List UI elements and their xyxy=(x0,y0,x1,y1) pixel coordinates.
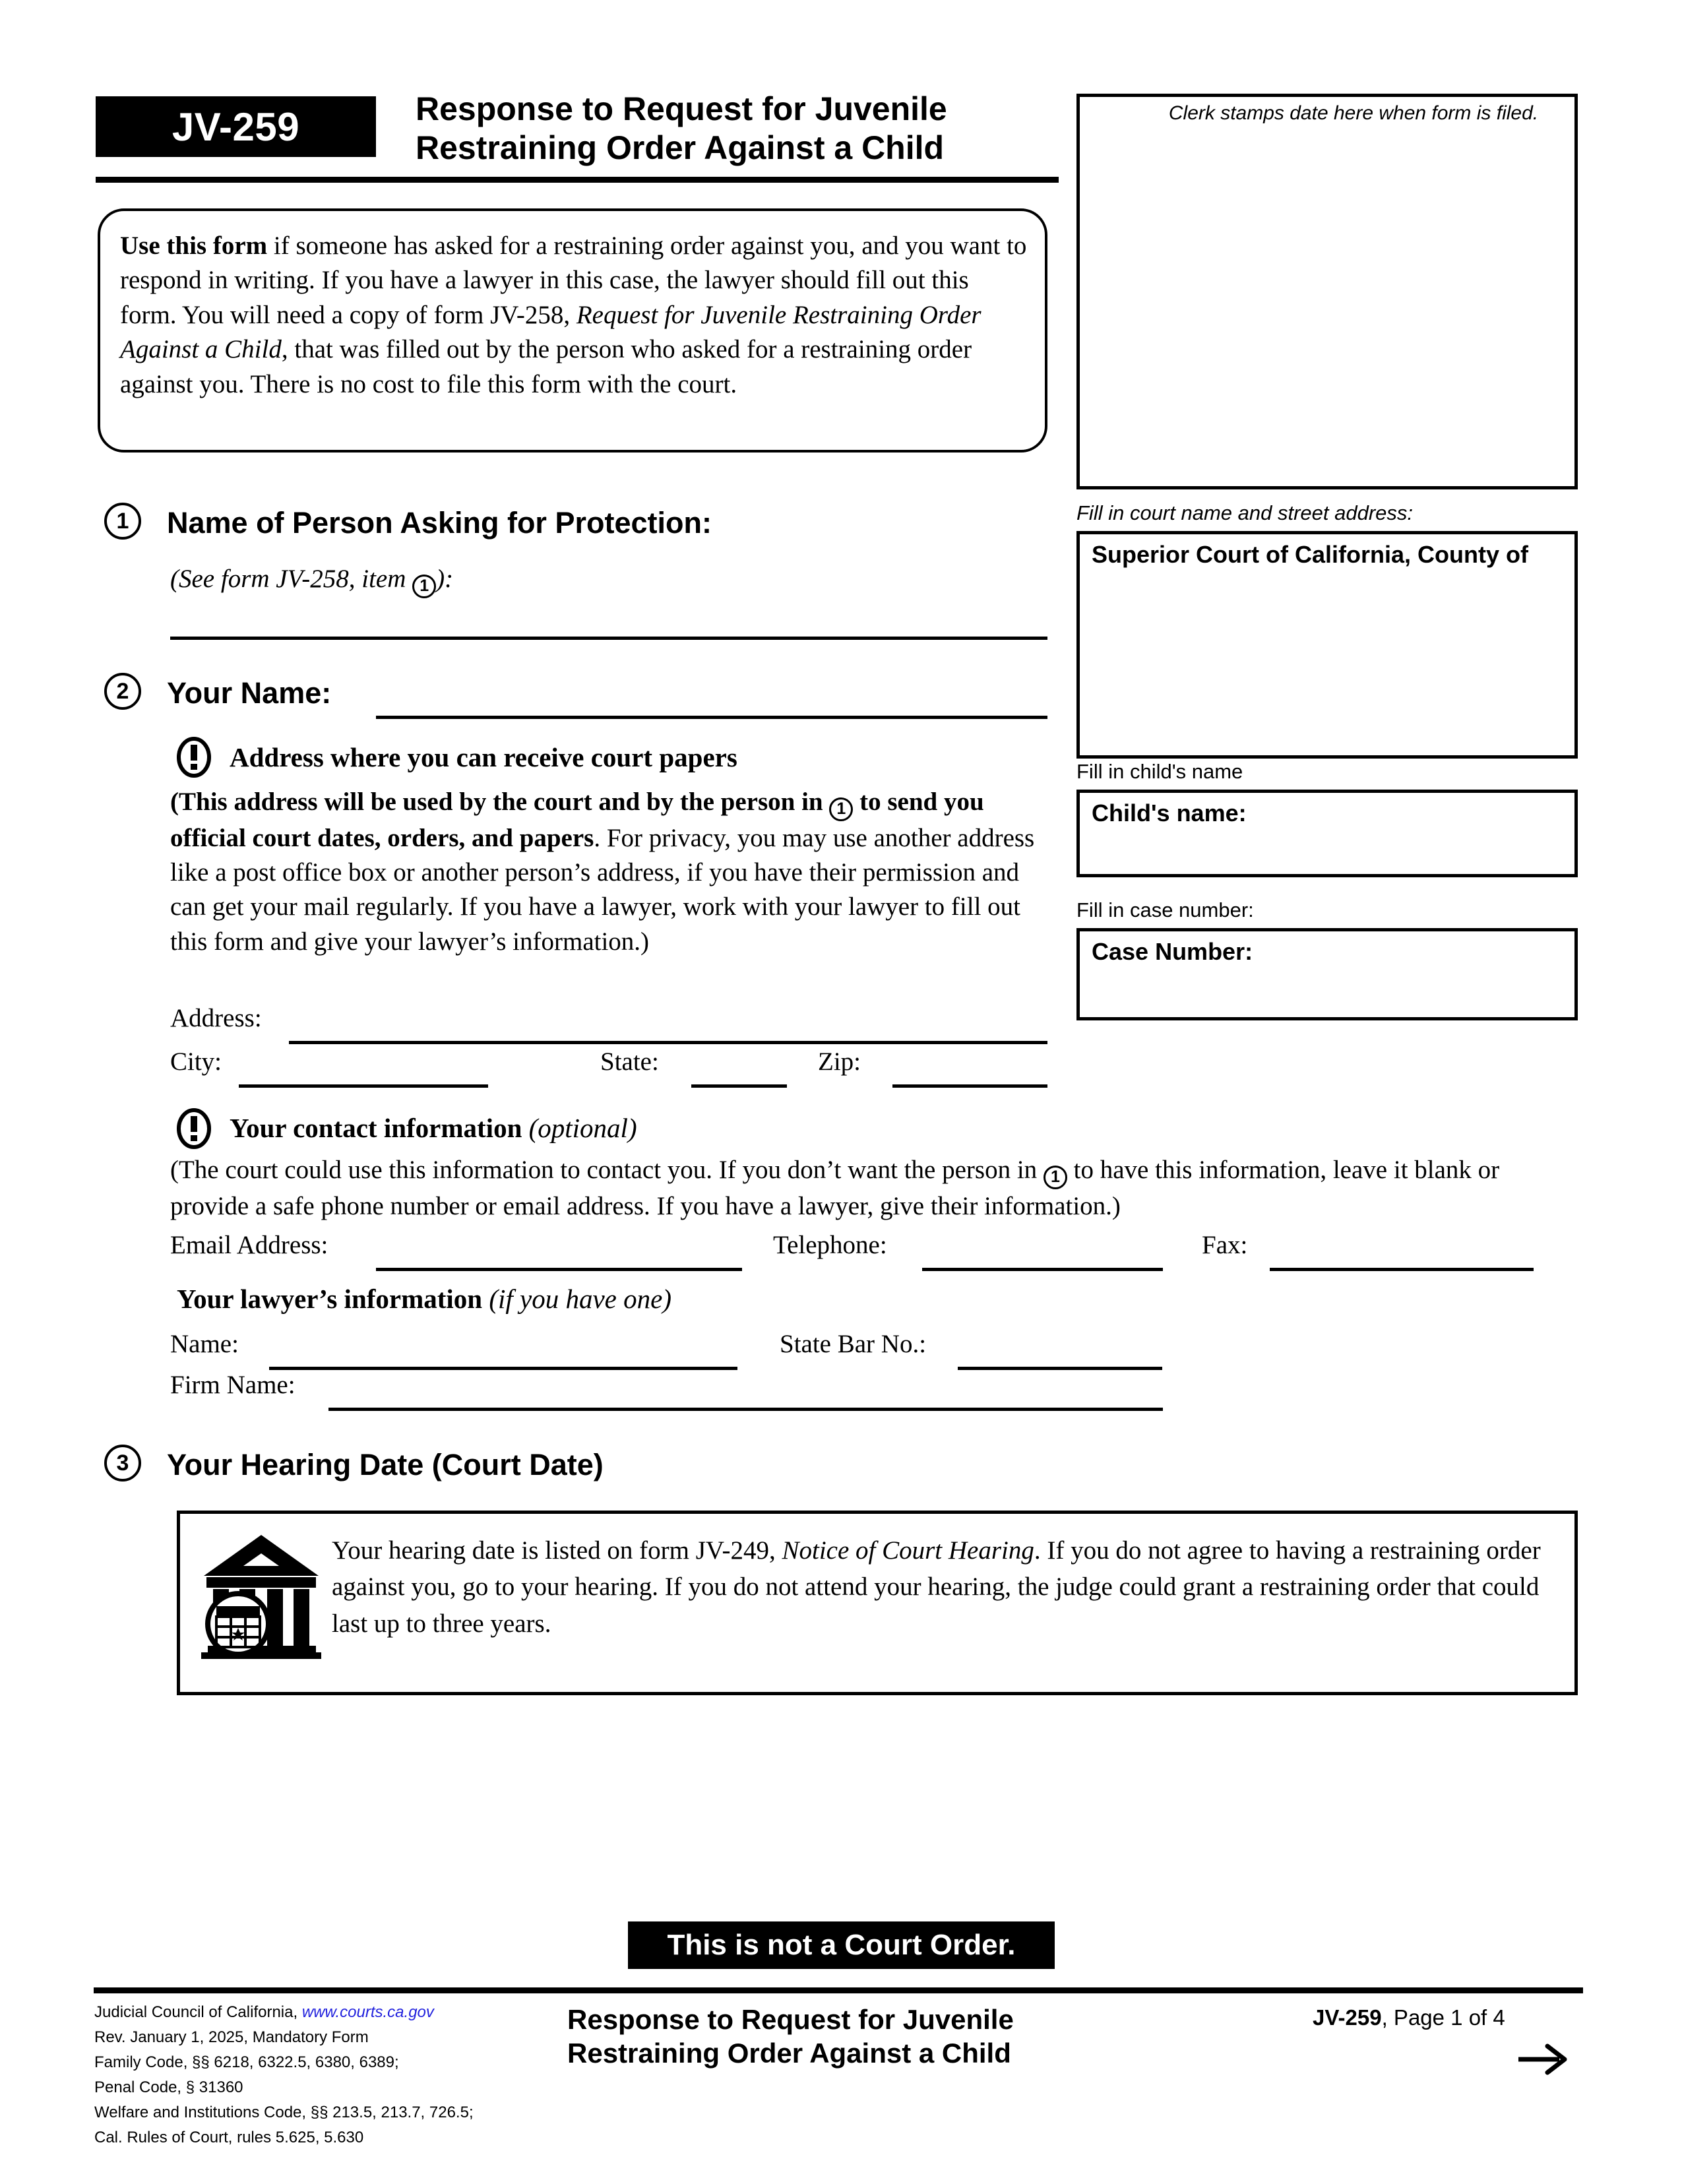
footer-citation-4: Cal. Rules of Court, rules 5.625, 5.630 xyxy=(94,2128,364,2146)
item-1-name-line[interactable] xyxy=(170,637,1047,640)
item-1-subnote-after: ): xyxy=(436,565,454,593)
form-code-text: JV-259 xyxy=(171,104,300,149)
warning-icon xyxy=(177,737,211,778)
email-input-line[interactable] xyxy=(376,1268,742,1271)
instructions-text xyxy=(120,229,1027,402)
address-input-line[interactable] xyxy=(289,1041,1047,1044)
lawyer-name-line[interactable] xyxy=(269,1367,737,1370)
footer-form-title xyxy=(567,2003,1161,2070)
address-note-rest: . For privacy, you may use another address like a post office box or another person’s address, if you have their permission and can get your mail regularly. If you have a lawyer, work with your lawyer to fill out this form and give your lawyer’s information.) xyxy=(170,823,1035,956)
page-title xyxy=(416,90,1062,168)
footer-form-title-line1: Response to Request for Juvenile xyxy=(567,2004,1014,2035)
case-number-box[interactable] xyxy=(1076,928,1578,1020)
courthouse-calendar-icon xyxy=(199,1528,324,1660)
telephone-field-label: Telephone: xyxy=(773,1231,887,1259)
instructions-part2: , that was filled out by the person who asked for a restraining order against you. There is no cost to file this form with the court. xyxy=(120,335,972,398)
item-2-number: 2 xyxy=(104,673,141,710)
city-field-label: City: xyxy=(170,1047,222,1076)
instructions-form-name: Request for Juvenile Restraining Order Against a Child xyxy=(120,300,981,364)
contact-subheading-optional: (optional) xyxy=(528,1113,637,1143)
state-bar-label: State Bar No.: xyxy=(780,1330,927,1358)
firm-name-label: Firm Name: xyxy=(170,1371,296,1399)
lawyer-subheading-note: (if you have one) xyxy=(489,1284,671,1314)
item-3-number: 3 xyxy=(104,1445,141,1482)
item-1-subnote xyxy=(170,562,764,598)
clerk-stamp-box[interactable] xyxy=(1076,94,1578,489)
footer-page-code: JV-259 xyxy=(1313,2005,1382,2030)
item-1-heading: Name of Person Asking for Protection: xyxy=(167,506,712,540)
lawyer-name-label: Name: xyxy=(170,1330,239,1358)
case-number-box-title: Case Number: xyxy=(1092,938,1253,965)
right-arrow-icon xyxy=(1517,2042,1570,2077)
clerk-stamp-label: Clerk stamps date here when form is filed. xyxy=(1168,102,1539,124)
address-subheading: Address where you can receive court papers xyxy=(230,742,737,772)
telephone-input-line[interactable] xyxy=(922,1268,1163,1271)
hearing-date-box xyxy=(177,1511,1578,1695)
contact-note xyxy=(170,1153,1582,1224)
state-input-line[interactable] xyxy=(691,1084,787,1088)
footer-citation-2: Penal Code, § 31360 xyxy=(94,2078,243,2096)
footer-council-link[interactable]: www.courts.ca.gov xyxy=(301,2003,434,2021)
footer-citation-3: Welfare and Institutions Code, §§ 213.5, 213.7, 726.5; xyxy=(94,2103,474,2121)
item-3-heading: Your Hearing Date (Court Date) xyxy=(167,1448,604,1482)
child-name-box-title: Child's name: xyxy=(1092,799,1247,827)
footer-revision: Rev. January 1, 2025, Mandatory Form xyxy=(94,2028,369,2046)
item-2-heading: Your Name: xyxy=(167,676,332,710)
contact-note-circle: 1 xyxy=(1043,1166,1067,1189)
fax-field-label: Fax: xyxy=(1202,1231,1248,1259)
item-1-number: 1 xyxy=(104,503,141,540)
not-a-court-order-text: This is not a Court Order. xyxy=(667,1929,1016,1961)
page-title-line2: Restraining Order Against a Child xyxy=(416,129,945,166)
firm-name-line[interactable] xyxy=(328,1408,1163,1411)
contact-note-part2: to have this information, leave it blank or provide a safe phone number or email address. If you have a lawyer, give their information.) xyxy=(170,1156,1500,1220)
city-input-line[interactable] xyxy=(239,1084,488,1088)
instructions-box xyxy=(98,208,1047,452)
item-1-subnote-circle: 1 xyxy=(412,575,436,598)
page-title-line1: Response to Request for Juvenile xyxy=(416,90,947,127)
fax-input-line[interactable] xyxy=(1270,1268,1534,1271)
contact-subheading-bold: Your contact information xyxy=(230,1113,522,1143)
address-note-circle: 1 xyxy=(829,797,853,821)
hearing-text-part2: . If you do not agree to having a restraining order against you, go to your hearing. If you do not attend your hearing, the judge could grant a restraining order that could last up to three years. xyxy=(332,1536,1541,1638)
hearing-date-text xyxy=(332,1532,1552,1642)
court-name-box-title: Superior Court of California, County of xyxy=(1092,541,1528,568)
state-bar-line[interactable] xyxy=(958,1367,1162,1370)
address-note-bold1: (This address will be used by the court and by the person in xyxy=(170,788,830,816)
instructions-lead: Use this form xyxy=(120,232,268,260)
contact-subheading xyxy=(230,1110,955,1146)
footer-divider xyxy=(94,1987,1583,1993)
warning-icon xyxy=(177,1108,211,1149)
lawyer-subheading xyxy=(177,1281,968,1317)
header-divider xyxy=(96,177,1059,183)
address-field-label: Address: xyxy=(170,1004,262,1032)
footer-council-prefix: Judicial Council of California, xyxy=(94,2003,302,2021)
zip-input-line[interactable] xyxy=(892,1084,1047,1088)
child-name-box[interactable] xyxy=(1076,790,1578,877)
footer-page-text: , Page 1 of 4 xyxy=(1381,2005,1505,2030)
lawyer-subheading-bold: Your lawyer’s information xyxy=(177,1284,483,1314)
footer-council-line xyxy=(94,2000,556,2025)
item-1-subnote-before: (See form JV-258, item xyxy=(170,565,413,593)
hearing-text-part1: Your hearing date is listed on form JV-249, xyxy=(332,1536,782,1565)
not-a-court-order-banner xyxy=(628,1921,1055,1969)
form-code-badge xyxy=(96,96,376,157)
contact-note-part1: (The court could use this information to contact you. If you don’t want the person in xyxy=(170,1156,1043,1184)
state-field-label: State: xyxy=(600,1047,659,1076)
hearing-form-name: Notice of Court Hearing xyxy=(782,1536,1034,1565)
email-field-label: Email Address: xyxy=(170,1231,328,1259)
item-2-your-name-line[interactable] xyxy=(376,716,1047,719)
footer-page-indicator xyxy=(1313,2005,1590,2030)
instructions-part1: if someone has asked for a restraining order against you, and you want to respond in writing. If you have a lawyer in this case, the lawyer should fill out this form. You will need a copy of form JV-258, xyxy=(120,232,1027,329)
address-note-bold2: to send you official court dates, orders, and papers xyxy=(170,788,984,852)
address-note xyxy=(170,785,1049,959)
child-name-label: Fill in child's name xyxy=(1076,760,1243,783)
court-name-box[interactable] xyxy=(1076,531,1578,759)
zip-field-label: Zip: xyxy=(818,1047,861,1076)
footer-form-title-line2: Restraining Order Against a Child xyxy=(567,2038,1011,2069)
case-number-label: Fill in case number: xyxy=(1076,898,1254,921)
court-name-label: Fill in court name and street address: xyxy=(1076,501,1414,524)
footer-legal-block xyxy=(94,2000,556,2150)
footer-citation-1: Family Code, §§ 6218, 6322.5, 6380, 6389; xyxy=(94,2053,399,2071)
